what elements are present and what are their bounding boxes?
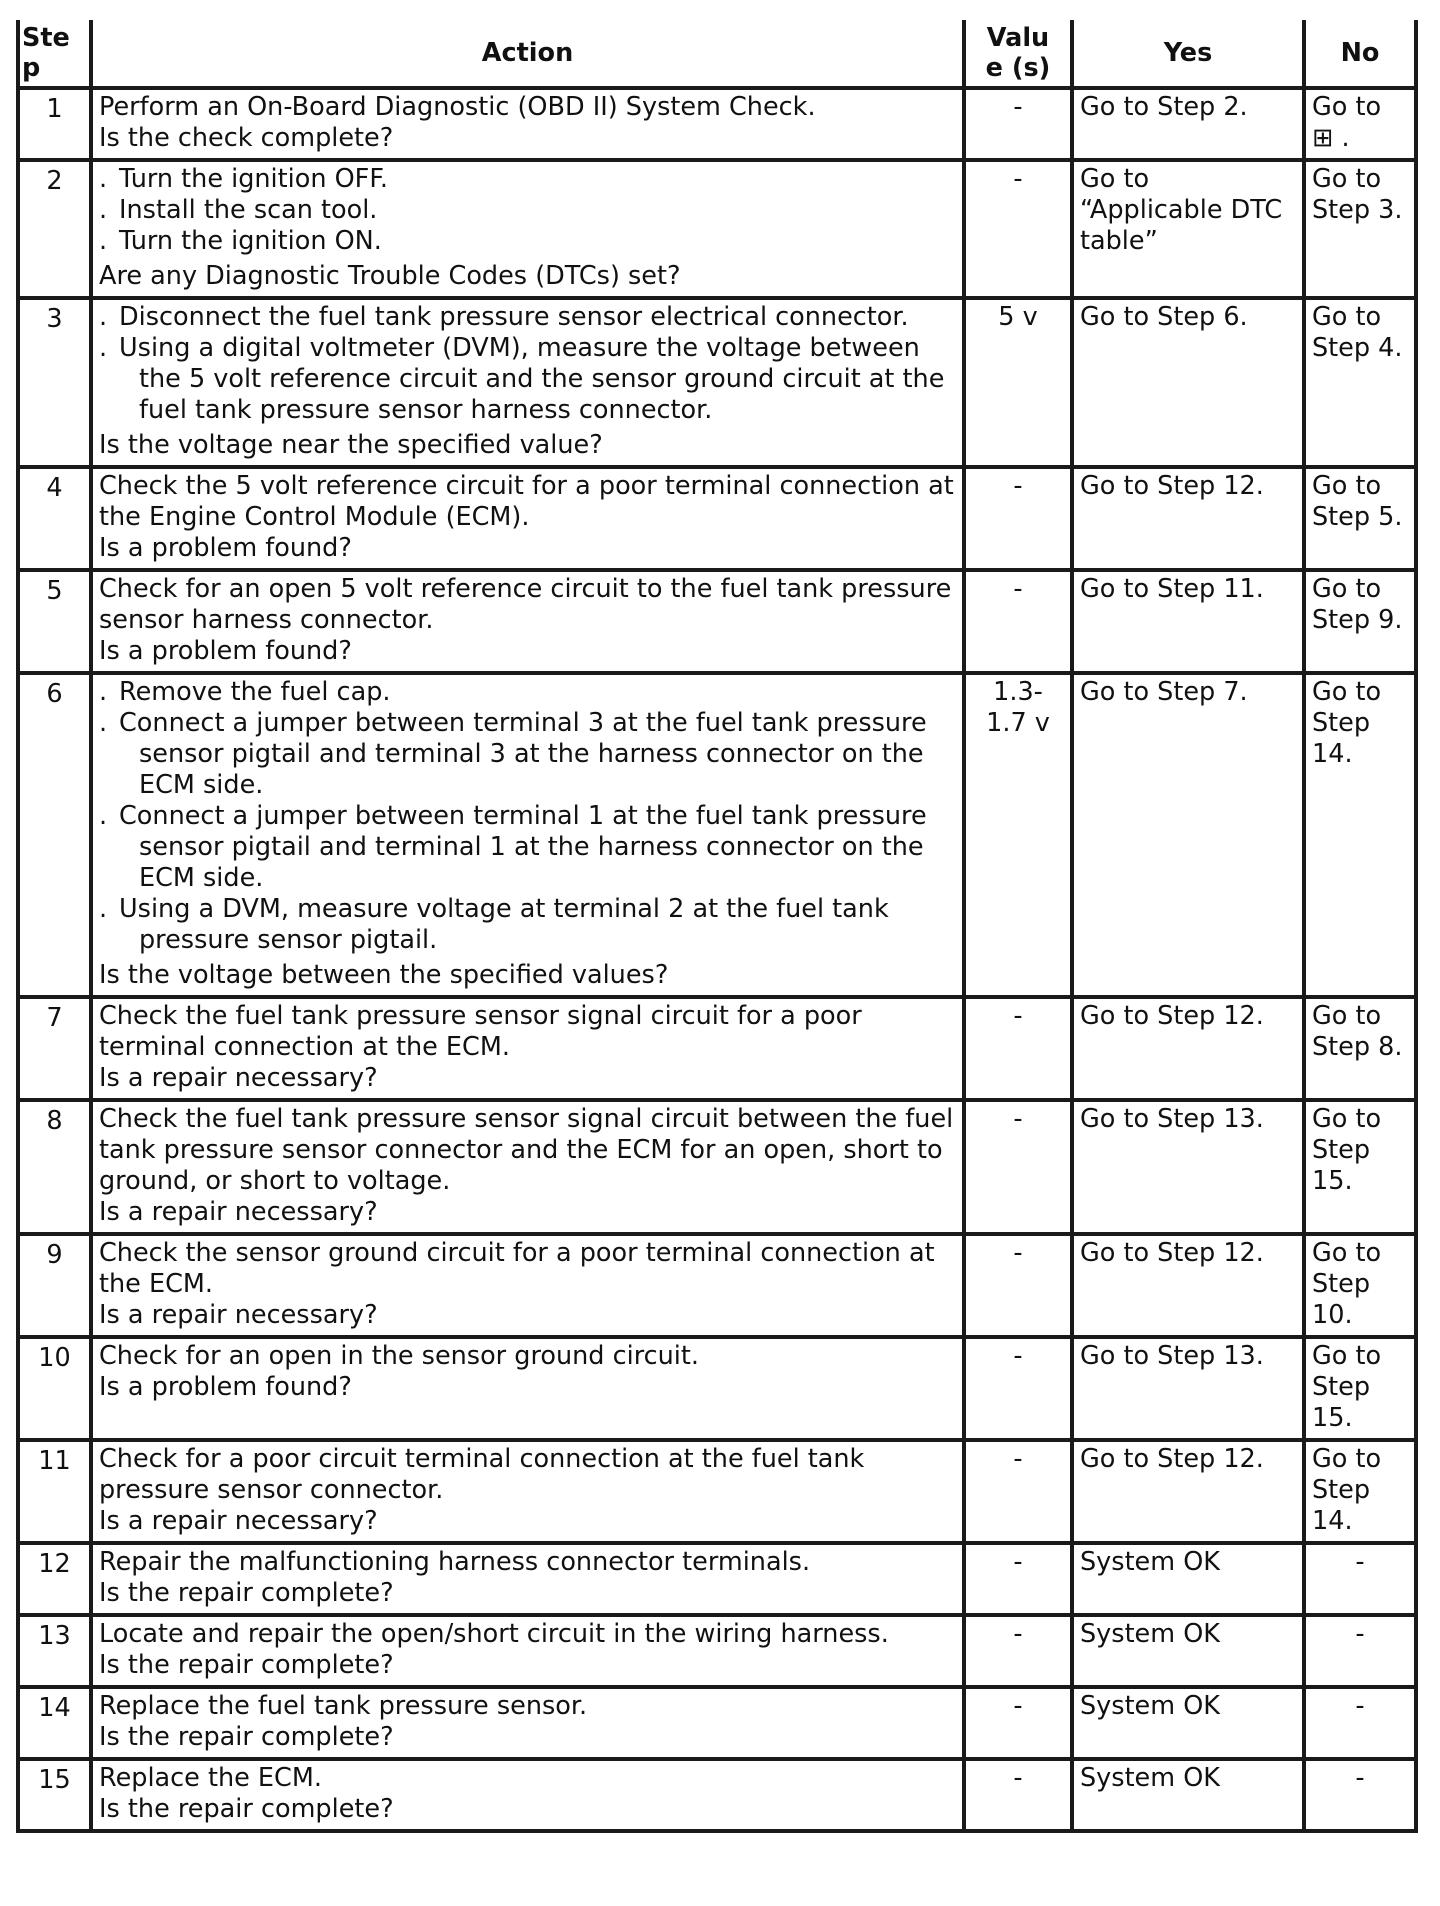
table-row: [18, 88, 1416, 160]
table-row: [18, 673, 1416, 997]
action-question: Is the repair complete?: [99, 1722, 394, 1752]
yes-cell: System OK: [1072, 1759, 1304, 1831]
yes-cell: Go to Step 2.: [1072, 88, 1304, 160]
no-cell: Go to Step 5.: [1304, 467, 1416, 570]
table-row: [18, 298, 1416, 467]
action-cell: [91, 1615, 964, 1687]
action-text: Check the 5 volt reference circuit for a poor terminal connection at the Engine Control Module (ECM).: [99, 471, 954, 532]
action-cell: [91, 160, 964, 298]
yes-cell: System OK: [1072, 1687, 1304, 1759]
value-cell: -: [964, 1337, 1072, 1440]
action-cell: [91, 1337, 964, 1440]
no-cell: -: [1304, 1759, 1416, 1831]
action-question: Is the repair complete?: [99, 1650, 394, 1680]
no-cell: Go to Step 9.: [1304, 570, 1416, 673]
action-question: Are any Diagnostic Trouble Codes (DTCs) set?: [99, 261, 681, 291]
step-number: 2: [18, 160, 91, 298]
table-row: [18, 1759, 1416, 1831]
value-cell: -: [964, 1759, 1072, 1831]
action-steps-list: [99, 677, 956, 956]
table-row: [18, 1615, 1416, 1687]
table-row: [18, 160, 1416, 298]
action-cell: [91, 298, 964, 467]
action-cell: [91, 467, 964, 570]
value-cell: 1.3- 1.7 v: [964, 673, 1072, 997]
header-step: Step: [18, 20, 91, 88]
value-cell: -: [964, 997, 1072, 1100]
action-question: Is a repair necessary?: [99, 1300, 378, 1330]
action-question: Is a repair necessary?: [99, 1506, 378, 1536]
value-cell: -: [964, 1543, 1072, 1615]
step-number: 5: [18, 570, 91, 673]
step-number: 12: [18, 1543, 91, 1615]
yes-cell: Go to Step 7.: [1072, 673, 1304, 997]
action-question: Is a problem found?: [99, 1372, 352, 1402]
no-cell: Go to Step 15.: [1304, 1337, 1416, 1440]
action-cell: [91, 1687, 964, 1759]
table-row: [18, 1100, 1416, 1234]
header-row: [18, 20, 1416, 88]
table-row: [18, 1440, 1416, 1543]
step-number: 6: [18, 673, 91, 997]
action-step-item: . Using a digital voltmeter (DVM), measure the voltage between the 5 volt reference circuit and the sensor ground circuit at the fuel tank pressure sensor harness connector.: [99, 333, 956, 426]
value-cell: -: [964, 570, 1072, 673]
no-cell: Go to Step 3.: [1304, 160, 1416, 298]
header-value: Value (s): [964, 20, 1072, 88]
step-number: 3: [18, 298, 91, 467]
table-body: [18, 88, 1416, 1831]
no-cell: -: [1304, 1687, 1416, 1759]
action-text: Check for a poor circuit terminal connection at the fuel tank pressure sensor connector.: [99, 1444, 865, 1505]
value-cell: -: [964, 1440, 1072, 1543]
table-row: [18, 467, 1416, 570]
action-cell: [91, 997, 964, 1100]
table-row: [18, 570, 1416, 673]
action-text: Check for an open in the sensor ground circuit.: [99, 1341, 699, 1371]
header-no: No: [1304, 20, 1416, 88]
action-text: Check the sensor ground circuit for a poor terminal connection at the ECM.: [99, 1238, 935, 1299]
yes-cell: Go to Step 13.: [1072, 1100, 1304, 1234]
step-number: 9: [18, 1234, 91, 1337]
action-text: Perform an On-Board Diagnostic (OBD II) System Check.: [99, 92, 816, 122]
table-row: [18, 997, 1416, 1100]
step-number: 8: [18, 1100, 91, 1234]
action-step-item: . Turn the ignition OFF.: [99, 164, 956, 195]
action-text: Repair the malfunctioning harness connector terminals.: [99, 1547, 811, 1577]
no-cell: -: [1304, 1615, 1416, 1687]
no-cell: Go to Step 15.: [1304, 1100, 1416, 1234]
action-question: Is the voltage between the specified values?: [99, 960, 669, 990]
action-cell: [91, 1543, 964, 1615]
step-number: 11: [18, 1440, 91, 1543]
action-step-item: . Connect a jumper between terminal 1 at the fuel tank pressure sensor pigtail and terminal 1 at the harness connector on the ECM side.: [99, 801, 956, 894]
action-steps-list: [99, 164, 956, 257]
value-cell: -: [964, 1100, 1072, 1234]
action-question: Is a repair necessary?: [99, 1197, 378, 1227]
action-text: Replace the fuel tank pressure sensor.: [99, 1691, 588, 1721]
yes-cell: System OK: [1072, 1543, 1304, 1615]
value-cell: -: [964, 1615, 1072, 1687]
action-text: Check the fuel tank pressure sensor signal circuit between the fuel tank pressure sensor connector and the ECM for an open, short to ground, or short to voltage.: [99, 1104, 954, 1196]
step-number: 14: [18, 1687, 91, 1759]
header-action: Action: [91, 20, 964, 88]
action-cell: [91, 1440, 964, 1543]
yes-cell: Go to Step 6.: [1072, 298, 1304, 467]
action-cell: [91, 1759, 964, 1831]
yes-cell: Go to Step 12.: [1072, 1234, 1304, 1337]
action-step-item: . Remove the fuel cap.: [99, 677, 956, 708]
yes-cell: Go to Step 12.: [1072, 467, 1304, 570]
table-row: [18, 1337, 1416, 1440]
yes-cell: Go to Step 11.: [1072, 570, 1304, 673]
step-number: 1: [18, 88, 91, 160]
value-cell: -: [964, 160, 1072, 298]
table-row: [18, 1543, 1416, 1615]
value-cell: -: [964, 1687, 1072, 1759]
no-cell: Go to Step 14.: [1304, 1440, 1416, 1543]
action-question: Is the repair complete?: [99, 1578, 394, 1608]
action-question: Is the check complete?: [99, 123, 394, 153]
value-cell: -: [964, 88, 1072, 160]
action-step-item: . Turn the ignition ON.: [99, 226, 956, 257]
action-question: Is a problem found?: [99, 636, 352, 666]
step-number: 13: [18, 1615, 91, 1687]
action-question: Is the voltage near the specified value?: [99, 430, 603, 460]
action-cell: [91, 1100, 964, 1234]
action-step-item: . Connect a jumper between terminal 3 at the fuel tank pressure sensor pigtail and terminal 3 at the harness connector on the ECM side.: [99, 708, 956, 801]
action-question: Is a problem found?: [99, 533, 352, 563]
table-row: [18, 1687, 1416, 1759]
step-number: 7: [18, 997, 91, 1100]
action-cell: [91, 570, 964, 673]
action-cell: [91, 673, 964, 997]
no-cell: Go to Step 8.: [1304, 997, 1416, 1100]
table-row: [18, 1234, 1416, 1337]
action-step-item: . Disconnect the fuel tank pressure sensor electrical connector.: [99, 302, 956, 333]
yes-cell: Go to Step 12.: [1072, 1440, 1304, 1543]
step-number: 10: [18, 1337, 91, 1440]
step-number: 15: [18, 1759, 91, 1831]
action-step-item: . Install the scan tool.: [99, 195, 956, 226]
no-cell: Go to Step 14.: [1304, 673, 1416, 997]
value-cell: -: [964, 1234, 1072, 1337]
value-cell: 5 v: [964, 298, 1072, 467]
no-cell: Go to Step 4.: [1304, 298, 1416, 467]
no-cell: -: [1304, 1543, 1416, 1615]
action-question: Is the repair complete?: [99, 1794, 394, 1824]
yes-cell: System OK: [1072, 1615, 1304, 1687]
action-text: Check the fuel tank pressure sensor signal circuit for a poor terminal connection at the ECM.: [99, 1001, 862, 1062]
value-cell: -: [964, 467, 1072, 570]
header-yes: Yes: [1072, 20, 1304, 88]
step-number: 4: [18, 467, 91, 570]
no-cell: Go to ⊞ .: [1304, 88, 1416, 160]
action-steps-list: [99, 302, 956, 426]
action-text: Replace the ECM.: [99, 1763, 322, 1793]
yes-cell: Go to “Applicable DTC table”: [1072, 160, 1304, 298]
action-question: Is a repair necessary?: [99, 1063, 378, 1093]
yes-cell: Go to Step 12.: [1072, 997, 1304, 1100]
action-text: Locate and repair the open/short circuit in the wiring harness.: [99, 1619, 889, 1649]
diagnostic-table: [16, 20, 1418, 1833]
action-text: Check for an open 5 volt reference circuit to the fuel tank pressure sensor harness connector.: [99, 574, 952, 635]
no-cell: Go to Step 10.: [1304, 1234, 1416, 1337]
yes-cell: Go to Step 13.: [1072, 1337, 1304, 1440]
action-step-item: . Using a DVM, measure voltage at terminal 2 at the fuel tank pressure sensor pigtail.: [99, 894, 956, 956]
action-cell: [91, 88, 964, 160]
action-cell: [91, 1234, 964, 1337]
